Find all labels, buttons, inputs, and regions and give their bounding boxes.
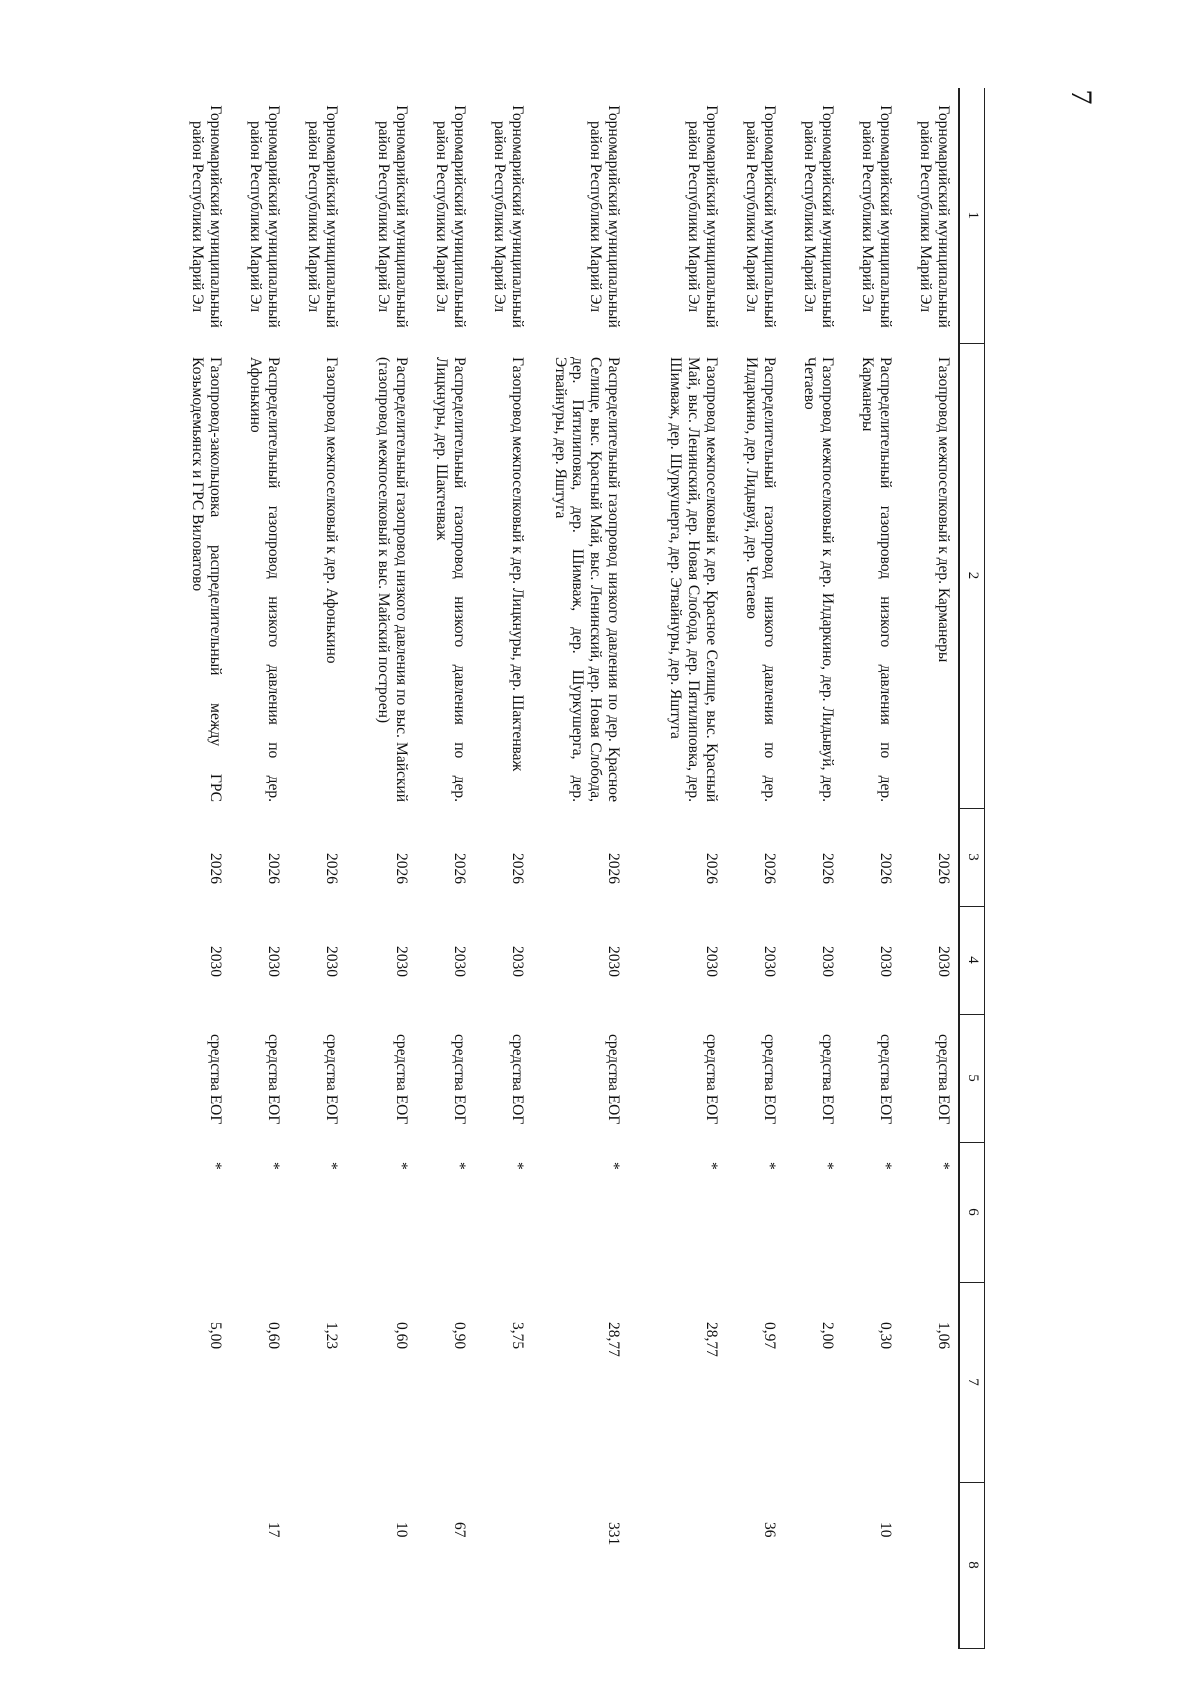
table-row <box>784 88 842 1648</box>
amount-cell <box>784 1482 842 1648</box>
end-year-cell: 2030 <box>703 946 720 977</box>
column-header-3: 3 <box>959 808 985 906</box>
amount-cell: 36 <box>761 1522 778 1538</box>
table-row <box>726 88 784 1648</box>
table-row <box>628 88 726 1648</box>
length-cell: 1,06 <box>935 1322 952 1350</box>
mark-cell: * <box>819 1162 836 1170</box>
description-cell: Газопровод межпоселковый к дер. Афонькино <box>323 357 340 664</box>
start-year-cell: 2026 <box>877 853 894 884</box>
end-year-cell: 2030 <box>761 946 778 977</box>
length-cell: 28,77 <box>703 1322 720 1357</box>
description-cell: Газопровод межпоселковый к дер. Красное Селище, выс. Красный Май, выс. Ленинский, дер. Новая Слобода, дер. Пятилиповка, дер. Шимваж, дер. Шуркушерга, дер. Этвайнуры, дер. Яштуга <box>667 357 720 802</box>
funding-source-cell: средства ЕОГ <box>605 1034 622 1125</box>
end-year-cell: 2030 <box>935 946 952 977</box>
table-row <box>900 88 959 1648</box>
length-cell: 5,00 <box>207 1322 224 1350</box>
amount-cell: 10 <box>877 1522 894 1538</box>
length-cell: 0,30 <box>877 1322 894 1350</box>
mark-cell: * <box>935 1162 952 1170</box>
start-year-cell: 2026 <box>703 853 720 884</box>
length-cell: 0,90 <box>451 1322 468 1350</box>
description-cell: Распределительный газопровод низкого давления по дер. Лицкнуры, дер. Шактенваж <box>433 357 468 802</box>
start-year-cell: 2026 <box>323 853 340 884</box>
district-cell: Горномарийский муниципальный район Республики Марий Эл <box>685 105 720 328</box>
district-cell: Горномарийский муниципальный район Республики Марий Эл <box>917 105 952 328</box>
district-cell: Горномарийский муниципальный район Республики Марий Эл <box>189 105 224 328</box>
column-header-4: 4 <box>959 906 985 1014</box>
column-header-7: 7 <box>959 1282 985 1482</box>
start-year-cell: 2026 <box>451 853 468 884</box>
description-cell: Газопровод межпоселковый к дер. Карманеры <box>935 357 952 663</box>
funding-source-cell: средства ЕОГ <box>393 1034 410 1125</box>
table-row <box>230 88 288 1648</box>
mark-cell: * <box>393 1162 410 1170</box>
district-cell: Горномарийский муниципальный район Республики Марий Эл <box>859 105 894 328</box>
end-year-cell: 2030 <box>265 946 282 977</box>
amount-cell <box>288 1482 346 1648</box>
district-cell: Горномарийский муниципальный район Республики Марий Эл <box>801 105 836 328</box>
funding-source-cell: средства ЕОГ <box>509 1034 526 1125</box>
mark-cell: * <box>877 1162 894 1170</box>
table-row <box>474 88 532 1648</box>
end-year-cell: 2030 <box>207 946 224 977</box>
table-row <box>532 88 628 1648</box>
description-cell: Газопровод межпоселковый к дер. Лицкнуры, дер. Шактенваж <box>509 357 526 772</box>
district-cell: Горномарийский муниципальный район Республики Марий Эл <box>305 105 340 328</box>
end-year-cell: 2030 <box>393 946 410 977</box>
table-header-row <box>959 88 985 1648</box>
district-cell: Горномарийский муниципальный район Республики Марий Эл <box>247 105 282 328</box>
end-year-cell: 2030 <box>877 946 894 977</box>
column-header-1: 1 <box>959 88 985 343</box>
table-row <box>172 88 230 1648</box>
mark-cell: * <box>605 1162 622 1170</box>
funding-source-cell: средства ЕОГ <box>451 1034 468 1125</box>
amount-cell <box>900 1482 959 1648</box>
district-cell: Горномарийский муниципальный район Республики Марий Эл <box>433 105 468 328</box>
table-row <box>288 88 346 1648</box>
amount-cell <box>628 1482 726 1648</box>
start-year-cell: 2026 <box>819 853 836 884</box>
length-cell: 0,60 <box>393 1322 410 1350</box>
length-cell: 0,97 <box>761 1322 778 1350</box>
length-cell: 1,23 <box>323 1322 340 1350</box>
amount-cell: 17 <box>265 1522 282 1538</box>
start-year-cell: 2026 <box>207 853 224 884</box>
page-number: 7 <box>1065 89 1098 105</box>
end-year-cell: 2030 <box>819 946 836 977</box>
start-year-cell: 2026 <box>265 853 282 884</box>
funding-source-cell: средства ЕОГ <box>935 1034 952 1125</box>
description-cell: Распределительный газопровод низкого давления по выс. Майский (газопровод межпоселковый к выс. Майский построен) <box>375 357 410 802</box>
gas-pipeline-table-container <box>189 88 985 1648</box>
funding-source-cell: средства ЕОГ <box>819 1034 836 1125</box>
district-cell: Горномарийский муниципальный район Республики Марий Эл <box>743 105 778 328</box>
description-cell: Газопровод межпоселковый к дер. Илдаркино, дер. Лидывуй, дер. Четаево <box>801 357 836 802</box>
description-cell: Распределительный газопровод низкого давления по дер. Илдаркино, дер. Лидывуй, дер. Четаево <box>743 357 778 802</box>
length-cell: 0,60 <box>265 1322 282 1350</box>
mark-cell: * <box>207 1162 224 1170</box>
start-year-cell: 2026 <box>393 853 410 884</box>
funding-source-cell: средства ЕОГ <box>207 1034 224 1125</box>
column-header-6: 6 <box>959 1142 985 1282</box>
amount-cell: 10 <box>393 1522 410 1538</box>
start-year-cell: 2026 <box>935 853 952 884</box>
funding-source-cell: средства ЕОГ <box>265 1034 282 1125</box>
district-cell: Горномарийский муниципальный район Республики Марий Эл <box>587 105 622 328</box>
mark-cell: * <box>761 1162 778 1170</box>
description-cell: Распределительный газопровод низкого давления по дер. Афонькино <box>247 357 282 802</box>
amount-cell: 67 <box>451 1522 468 1538</box>
start-year-cell: 2026 <box>605 853 622 884</box>
mark-cell: * <box>451 1162 468 1170</box>
column-header-2: 2 <box>959 343 985 808</box>
amount-cell: 331 <box>605 1522 622 1546</box>
end-year-cell: 2030 <box>451 946 468 977</box>
end-year-cell: 2030 <box>323 946 340 977</box>
table-row <box>346 88 416 1648</box>
district-cell: Горномарийский муниципальный район Республики Марий Эл <box>491 105 526 328</box>
end-year-cell: 2030 <box>509 946 526 977</box>
gas-pipeline-table <box>172 88 985 1649</box>
amount-cell <box>172 1482 230 1648</box>
table-row <box>842 88 900 1648</box>
column-header-5: 5 <box>959 1014 985 1142</box>
funding-source-cell: средства ЕОГ <box>877 1034 894 1125</box>
funding-source-cell: средства ЕОГ <box>323 1034 340 1125</box>
mark-cell: * <box>323 1162 340 1170</box>
district-cell: Горномарийский муниципальный район Республики Марий Эл <box>375 105 410 328</box>
description-cell: Распределительный газопровод низкого давления по дер. Карманеры <box>859 357 894 802</box>
mark-cell: * <box>509 1162 526 1170</box>
start-year-cell: 2026 <box>761 853 778 884</box>
description-cell: Газопровод-закольцовка распределительный между ГРС Козьмодемьянск и ГРС Виловатово <box>189 357 224 802</box>
table-row <box>416 88 474 1648</box>
column-header-8: 8 <box>959 1482 985 1648</box>
funding-source-cell: средства ЕОГ <box>703 1034 720 1125</box>
mark-cell: * <box>703 1162 720 1170</box>
length-cell: 3,75 <box>509 1322 526 1350</box>
length-cell: 2,00 <box>819 1322 836 1350</box>
amount-cell <box>474 1482 532 1648</box>
length-cell: 28,77 <box>605 1322 622 1357</box>
end-year-cell: 2030 <box>605 946 622 977</box>
start-year-cell: 2026 <box>509 853 526 884</box>
mark-cell: * <box>265 1162 282 1170</box>
description-cell: Распределительный газопровод низкого давления по дер. Красное Селище, выс. Красный Май, выс. Ленинский, дер. Новая Слобода, дер. Пятилиповка, дер. Шимваж, дер. Шуркушерга, дер. Этвайнуры, дер. Яштуга <box>551 357 622 802</box>
funding-source-cell: средства ЕОГ <box>761 1034 778 1125</box>
